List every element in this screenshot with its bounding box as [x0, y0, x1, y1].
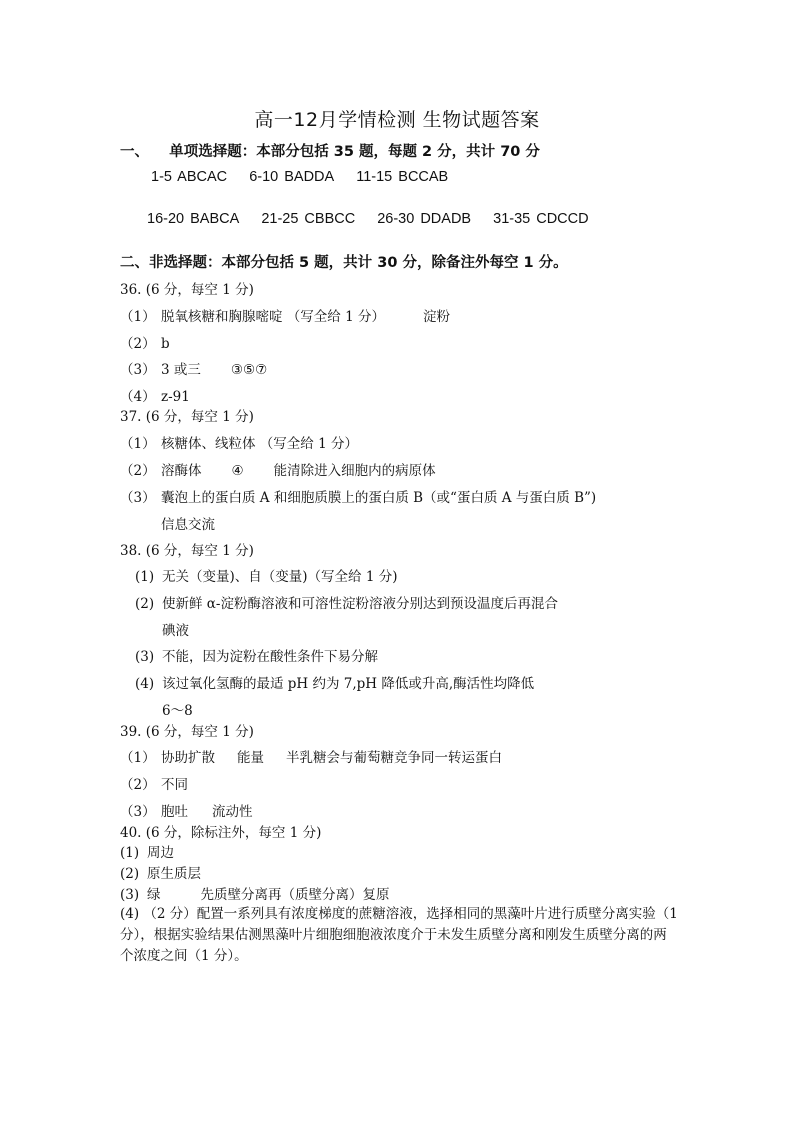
mc-answer: 6-10 BADDA: [249, 169, 335, 185]
q39-header: 39. (6 分，每空 1 分): [120, 724, 254, 740]
mc-answer: 16-20 BABCA: [147, 211, 240, 227]
q36-answer-3: （3） 3 或三 ③⑤⑦: [120, 362, 268, 378]
q38-answer-4: (4) 该过氧化氢酶的最适 pH 约为 7,pH 降低或升高,酶活性均降低: [135, 676, 535, 692]
q38-answer-3: (3) 不能，因为淀粉在酸性条件下易分解: [135, 649, 378, 665]
q37-answer-3: （3） 囊泡上的蛋白质 A 和细胞质膜上的蛋白质 B（或“蛋白质 A 与蛋白质 B”): [120, 490, 597, 506]
q38-answer-4-cont: 6～8: [162, 703, 193, 719]
q40-answer-1: (1) 周边: [120, 845, 174, 861]
q37-answer-2: （2） 溶酶体 ④ 能清除进入细胞内的病原体: [120, 463, 436, 479]
page-title: 高一12月学情检测 生物试题答案: [254, 109, 540, 131]
q38-answer-2-cont: 碘液: [162, 623, 189, 639]
q40-header: 40. (6 分，除标注外，每空 1 分): [120, 825, 322, 841]
mc-answer: 11-15 BCCAB: [356, 169, 449, 185]
q39-answer-1: （1） 协助扩散 能量 半乳糖会与葡萄糖竞争同一转运蛋白: [120, 750, 502, 766]
q40-answer-4: (4) （2 分）配置一系列具有浓度梯度的蔗糖溶液，选择相同的黑藻叶片进行质壁分离实验（1 分），根据实验结果估测黑藻叶片细胞细胞液浓度介于未发生质壁分离和刚发生质壁分离的两个浓度之间（1 分）。: [120, 906, 678, 964]
q37-answer-1: （1） 核糖体、线粒体 （写全给 1 分）: [120, 436, 358, 452]
q36-answer-1: （1） 脱氧核糖和胸腺嘧啶 （写全给 1 分） 淀粉: [120, 309, 450, 325]
section1-heading: 一、 单项选择题：本部分包括 35 题，每题 2 分，共计 70 分: [120, 144, 540, 160]
section2-heading: 二、非选择题：本部分包括 5 题，共计 30 分，除备注外每空 1 分。: [120, 255, 568, 271]
mc-answer: 31-35 CDCCD: [493, 211, 589, 227]
q40-answer-3: (3) 绿 先质壁分离再（质壁分离）复原: [120, 887, 390, 903]
q36-answer-4: （4） z-91: [120, 389, 190, 405]
q39-answer-3: （3） 胞吐 流动性: [120, 804, 253, 820]
q39-answer-2: （2） 不同: [120, 777, 188, 793]
q36-header: 36. (6 分，每空 1 分): [120, 282, 254, 298]
q38-answer-2: (2) 使新鲜 α-淀粉酶溶液和可溶性淀粉溶液分别达到预设温度后再混合: [135, 596, 558, 612]
mc-answers-row2: [147, 211, 589, 227]
mc-answers-row1: [151, 169, 448, 185]
mc-answer: 26-30 DDADB: [377, 211, 472, 227]
q37-answer-3-cont: 信息交流: [161, 517, 215, 533]
q38-answer-1: (1) 无关（变量)、自（变量)（写全给 1 分): [135, 569, 398, 585]
q38-header: 38. (6 分，每空 1 分): [120, 543, 254, 559]
q36-answer-2: （2） b: [120, 336, 170, 352]
mc-answer: 21-25 CBBCC: [261, 211, 356, 227]
q37-header: 37. (6 分，每空 1 分): [120, 409, 254, 425]
mc-answer: 1-5 ABCAC: [151, 169, 228, 185]
q40-answer-2: (2) 原生质层: [120, 866, 201, 882]
